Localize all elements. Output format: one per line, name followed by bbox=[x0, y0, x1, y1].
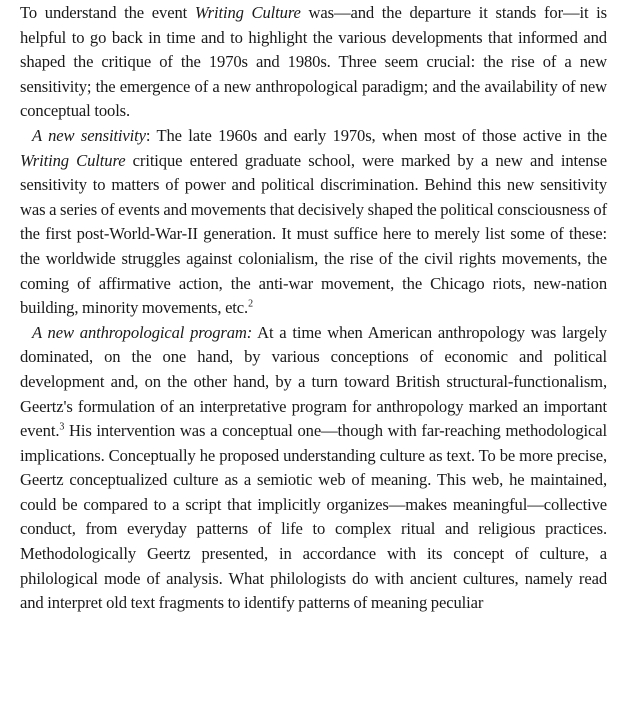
section-heading-italic: A new sensitivity bbox=[32, 125, 146, 145]
text-span: : The late 1960s and early 1970s, when most of those active in the bbox=[145, 125, 608, 145]
body-text bbox=[20, 1, 607, 616]
text-span: His intervention was a conceptual one—though with far-reaching methodological implications. Conceptually he proposed understanding culture as text. To be more precise, Geertz conceptualized culture as a semiotic web of meaning. This web, he maintained, could be compared to a script that implicitly organizes—makes meaningful—collective conduct, from everyday patterns of life to complex ritual and religious practices. Methodologically Geertz presented, in accordance with its concept of culture, a philological mode of analysis. What philologists do with ancient cultures, namely read and interpret old text fragments to identify patterns of meaning peculiar bbox=[20, 421, 607, 613]
text-span: was—and the departure it stands for—it is helpful to go back in time and to highlight the various developments that informed and shaped the critique of the 1970s and 1980s. Three seem crucial: the rise of a new sensitivity; the emergence of a new anthropological paradigm; and the availability of new conceptual tools. bbox=[20, 3, 608, 121]
book-title-italic: Writing Culture bbox=[20, 150, 126, 170]
text-span: critique entered graduate school, were marked by a new and intense sensitivity to matters of power and political discrimination. Behind this new sensitivity was a series of events and movements that decisively shaped the political consciousness of the first post-World-War-II generation. It must suffice here to merely list some of these: the worldwide struggles against colonialism, the rise of the civil rights movements, the coming of affirmative action, the anti-war movement, the Chicago riots, new-nation building, minority movements, etc. bbox=[20, 150, 607, 318]
paragraph-new-program bbox=[20, 321, 607, 616]
paragraph-new-sensitivity bbox=[20, 124, 607, 321]
section-heading-italic: A new anthropological program: bbox=[32, 322, 253, 342]
text-span: At a time when American anthropology was largely dominated, on the one hand, by various conceptions of economic and political development and, on the other hand, by a turn toward British structural-functionalism, Geertz's formulation of an interpretative program for anthropology marked an important event. bbox=[20, 322, 607, 441]
book-title-italic: Writing Culture bbox=[194, 3, 301, 22]
paragraph-intro bbox=[20, 1, 607, 124]
footnote-marker: 3 bbox=[59, 421, 65, 433]
footnote-marker: 2 bbox=[248, 298, 253, 310]
text-span: To understand the event bbox=[20, 3, 195, 22]
